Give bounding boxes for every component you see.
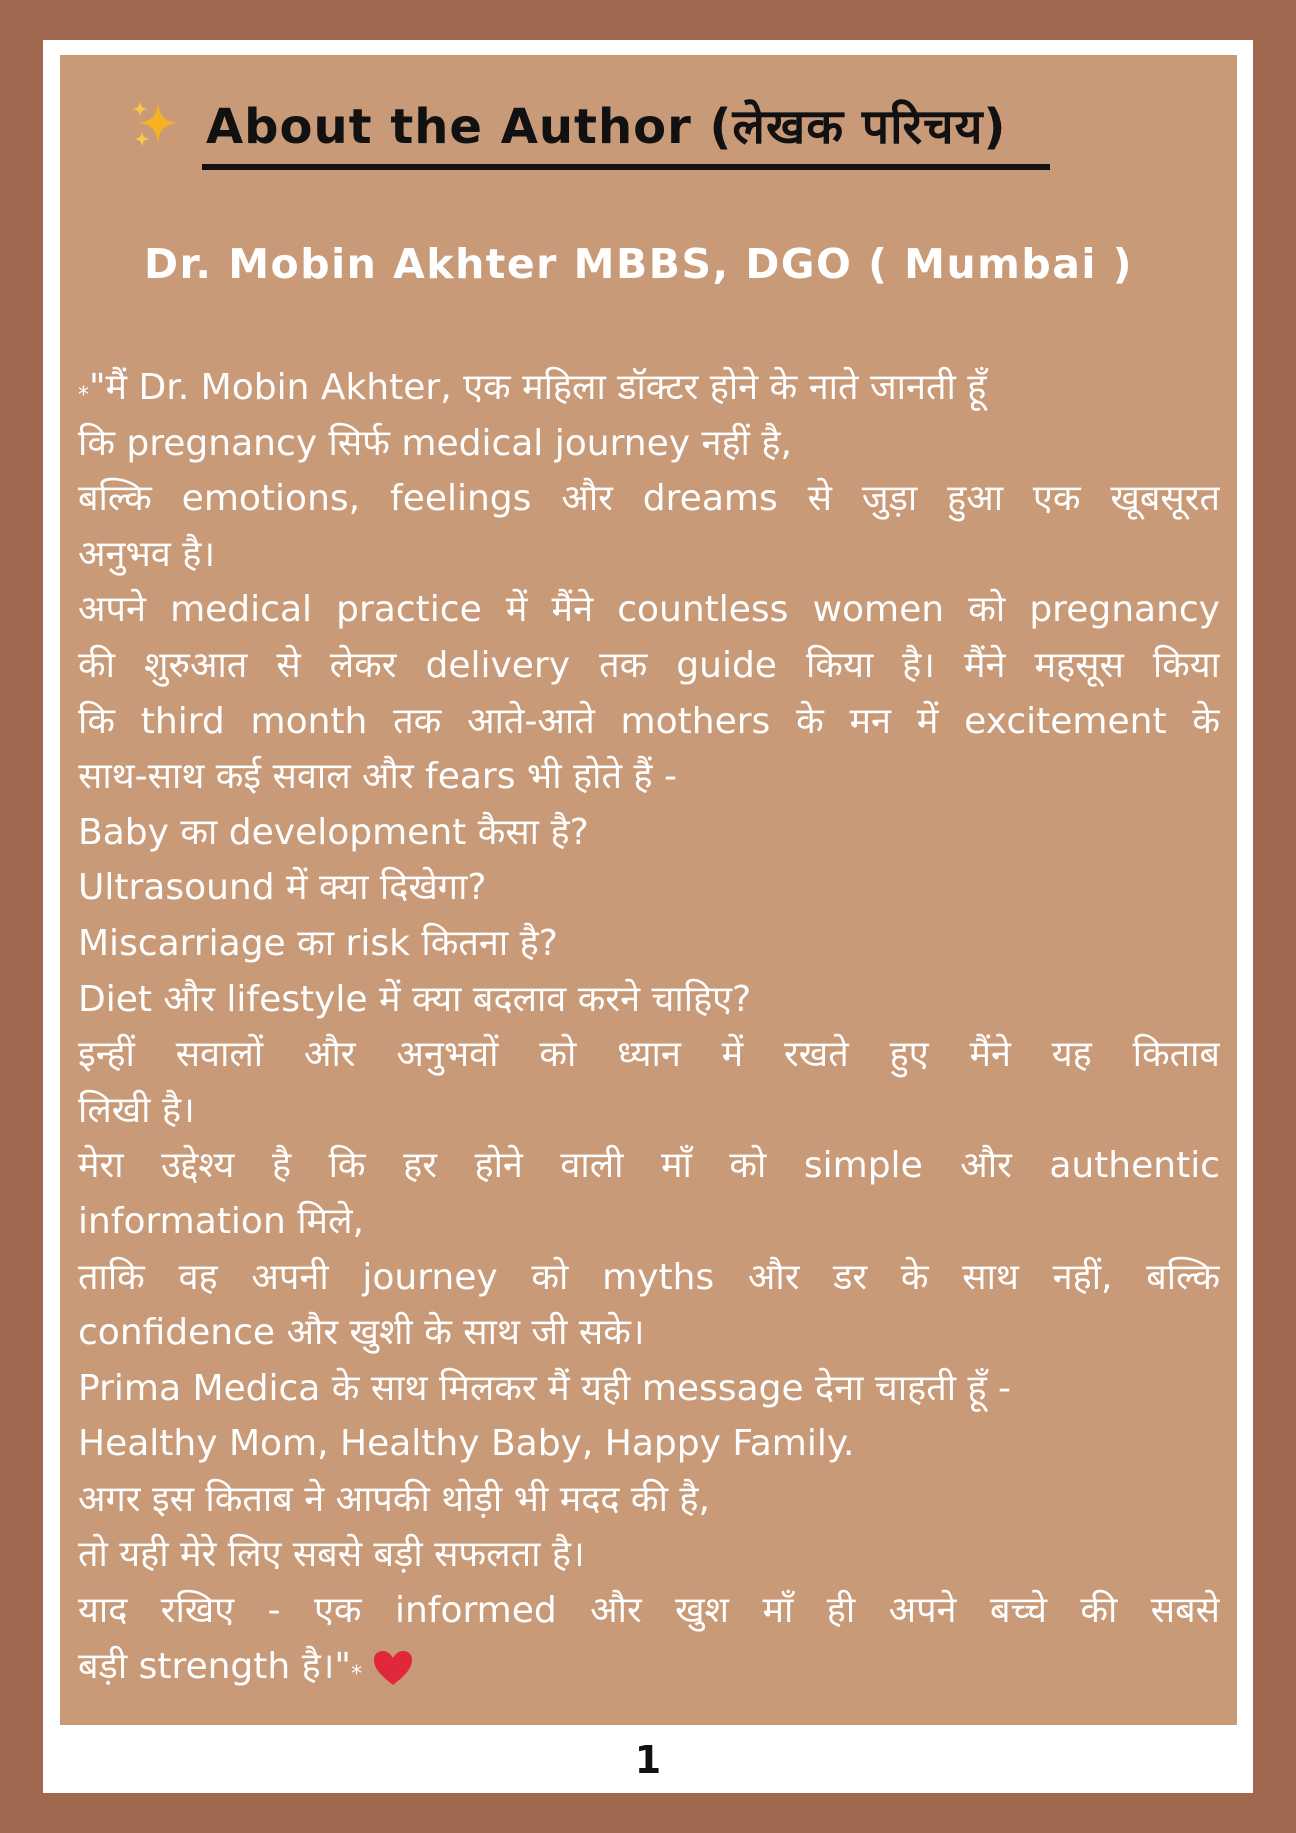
bio-line: information मिले, xyxy=(78,1200,364,1242)
bio-line: अगर इस किताब ने आपकी थोड़ी भी मदद की है, xyxy=(78,1478,710,1520)
bio-line: Miscarriage का risk कितना है? xyxy=(78,922,558,964)
bio-line: Healthy Mom, Healthy Baby, Happy Family. xyxy=(78,1423,855,1465)
bio-line: Baby का development कैसा है? xyxy=(78,811,589,853)
bio-line: याद रखिए - एक informed और खुश माँ ही अपने बच्चे की सबसे xyxy=(78,1590,1220,1632)
bio-line: ⁎"मैं Dr. Mobin Akhter, एक महिला डॉक्टर होने के नाते जानती हूँ xyxy=(78,367,987,408)
bio-line: तो यही मेरे लिए सबसे बड़ी सफलता है। xyxy=(78,1534,585,1576)
bio-line: Ultrasound में क्या दिखेगा? xyxy=(78,867,487,909)
bio-line: अपने medical practice में मैंने countless women को pregnancy xyxy=(78,589,1220,631)
title-row xyxy=(128,90,1006,160)
author-bio-text xyxy=(78,360,1220,1694)
page-title: About the Author (लेखक परिचय) xyxy=(206,98,1007,155)
bio-line: Diet और lifestyle में क्या बदलाव करने चाहिए? xyxy=(78,978,752,1020)
red-heart-icon xyxy=(372,1649,414,1687)
bio-line: कि pregnancy सिर्फ medical journey नहीं है, xyxy=(78,422,792,464)
bio-line: Prima Medica के साथ मिलकर मैं यही message देना चाहती हूँ - xyxy=(78,1367,1012,1409)
bio-line: अनुभव है। xyxy=(78,533,216,575)
author-name-line: Dr. Mobin Akhter MBBS, DGO ( Mumbai ) xyxy=(144,240,1133,288)
open-asterisk: ⁎ xyxy=(78,376,89,402)
bio-line: confidence और खुशी के साथ जी सके। xyxy=(78,1312,645,1354)
bio-line: ताकि वह अपनी journey को myths और डर के साथ नहीं, बल्कि xyxy=(78,1256,1220,1298)
bio-line: बड़ी strength है।"⁎ xyxy=(78,1639,1220,1695)
bio-line: बल्कि emotions, feelings और dreams से जुड़ा हुआ एक खूबसूरत xyxy=(78,478,1220,520)
page-number: 1 xyxy=(634,1738,662,1782)
bio-line: मेरा उद्देश्य है कि हर होने वाली माँ को simple और authentic xyxy=(78,1145,1220,1187)
sparkles-icon xyxy=(128,97,184,153)
close-asterisk: ⁎ xyxy=(350,1654,362,1680)
bio-line: इन्हीं सवालों और अनुभवों को ध्यान में रखते हुए मैंने यह किताब xyxy=(78,1034,1220,1076)
title-underline xyxy=(202,164,1050,170)
bio-line: लिखी है। xyxy=(78,1089,195,1131)
bio-line: साथ-साथ कई सवाल और fears भी होते हैं - xyxy=(78,756,677,798)
bio-line: की शुरुआत से लेकर delivery तक guide किया है। मैंने महसूस किया xyxy=(78,644,1220,686)
bio-line: कि third month तक आते-आते mothers के मन में excitement के xyxy=(78,700,1220,742)
